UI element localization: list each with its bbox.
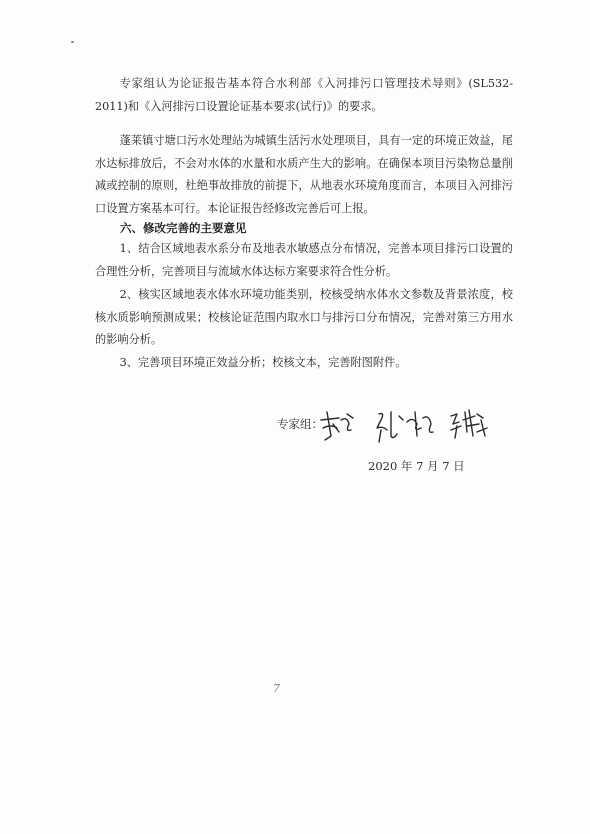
handwritten-signatures [317, 406, 517, 446]
revision-item-3: 3、完善项目环境正效益分析；校核文本，完善附图附件。 [119, 356, 407, 369]
signature-label: 专家组： [277, 417, 323, 431]
page-number: 7 [273, 682, 280, 695]
section-heading: 六、修改完善的主要意见 [120, 221, 247, 235]
expert-signatures [277, 406, 517, 446]
signing-date: 2020 年 7 月 7 日 [368, 459, 465, 473]
paragraph-feasibility: 蓬莱镇寸塘口污水处理站为城镇生活污水处理项目，具有一定的环境正效益，尾水达标排放后，不会对水体的水量和水质产生大的影响。在确保本项目污染物总量削减或控制的原则，杜绝事故排放的前提下，从地表水环境角度而言，本项目入河排污口设置方案基本可行。本论证报告经修改完善后可上报。 [95, 134, 513, 215]
revision-item-1: 1、结合区域地表水系分布及地表水敏感点分布情况，完善本项目排污口设置的合理性分析，完善项目与流域水体达标方案要求符合性分析。 [95, 242, 513, 278]
revision-item-2: 2、核实区域地表水体水环境功能类别，校核受纳水体水文参数及背景浓度，校核水质影响预测成果；校核论证范围内取水口与排污口分布情况，完善对第三方用水的影响分析。 [95, 288, 513, 346]
scan-speck [71, 41, 74, 43]
paragraph-conformity: 专家组认为论证报告基本符合水利部《入河排污口管理技术导则》(SL532-2011)和《入河排污口设置论证基本要求(试行)》的要求。 [95, 77, 513, 113]
